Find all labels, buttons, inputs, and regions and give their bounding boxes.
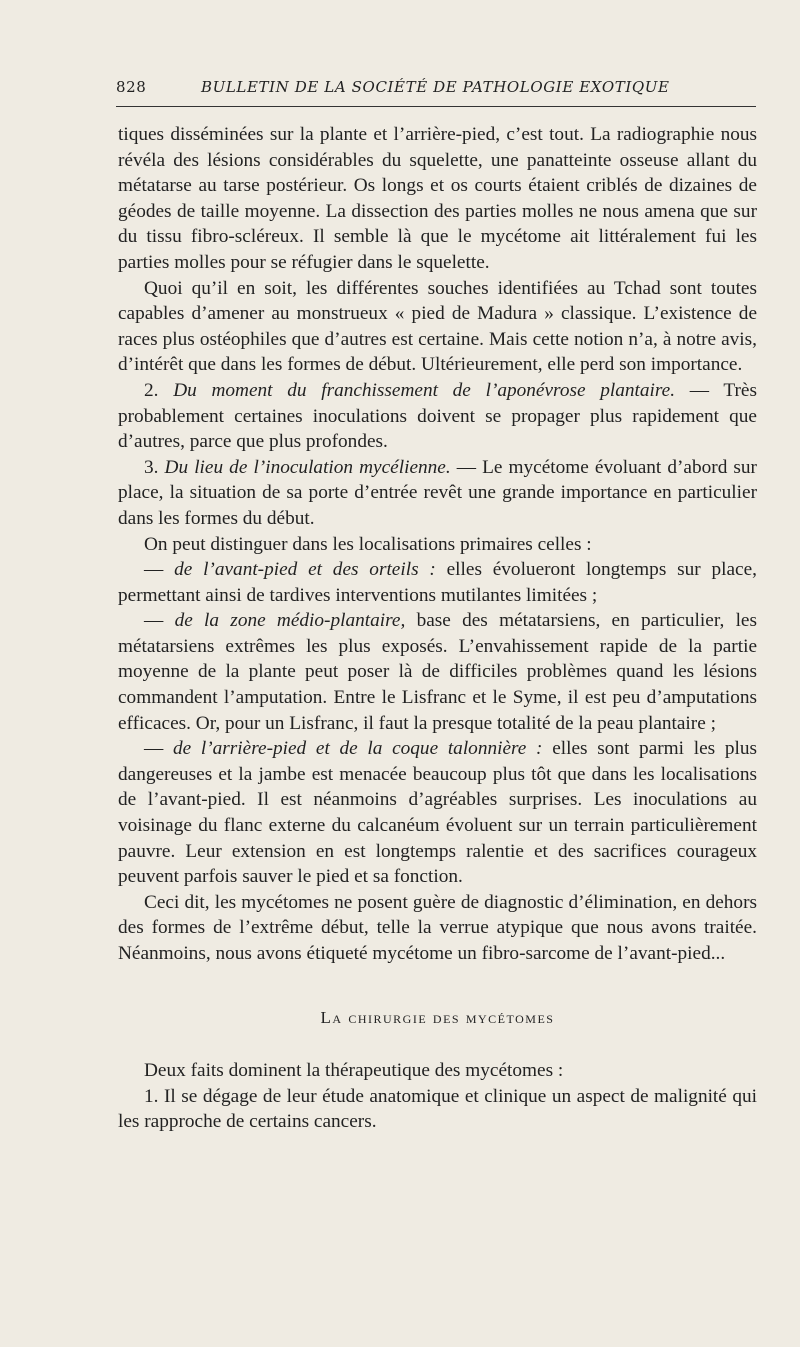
paragraph: Quoi qu’il en soit, les différentes souches identifiées au Tchad sont toutes capables d’amener au monstrueux « pied de Madura » classique. L’existence de races plus ostéophiles que d’autres est certaine. Mais cette notion n’a, à notre avis, d’intérêt que dans les formes de début. Ultérieurement, elle perd son importance.	[118, 277, 757, 376]
section-heading: La chirurgie des mycétomes	[320, 1007, 555, 1027]
dash-item	[118, 736, 757, 890]
item-text: base des métatarsiens, en particulier, les métatarsiens extrêmes les plus exposés. L’envahissement rapide de la partie moyenne de la plante peut poser là de difficiles problèmes quand les lésions commandent l’amputation. Entre le Lisfranc et le Syme, il est peu d’amputations efficaces. Or, pour un Lisfranc, il faut la presque totalité de la peau plantaire ;	[118, 610, 757, 734]
item-heading: de l’arrière-pied et de la coque talonnière :	[172, 738, 543, 760]
item-heading: de l’avant-pied et des orteils :	[174, 559, 436, 581]
paragraph: Deux faits dominent la thérapeutique des mycétomes :	[144, 1060, 564, 1082]
item-number: 3.	[144, 456, 159, 478]
dash: —	[144, 559, 164, 581]
paragraph: On peut distinguer dans les localisations primaires celles :	[144, 533, 592, 555]
item-text: — Très probablement certaines inoculations doivent se propager plus rapidement que d’autres, parce que plus profondes.	[118, 379, 757, 453]
item-text: elles sont parmi les plus dangereuses et la jambe est menacée beaucoup plus tôt que dans les localisations de l’avant-pied. Il est néanmoins d’agréables surprises. Les inoculations au voisinage du flanc externe du calcanéum évoluent sur un terrain particulièrement pauvre. Leur extension en est longtemps ralentie et des sacrifices courageux peuvent parfois sauver le pied et sa fonction.	[118, 738, 757, 888]
running-header	[116, 78, 756, 102]
dash-item	[118, 557, 757, 608]
dash-item	[118, 608, 757, 736]
item-text: Il se dégage de leur étude anatomique et clinique un aspect de malignité qui les rapproche de certains cancers.	[118, 1085, 757, 1133]
body-text	[118, 122, 757, 1135]
page-number: 828	[116, 78, 147, 96]
item-heading: Du lieu de l’inoculation mycélienne.	[164, 456, 451, 478]
dash: —	[144, 610, 164, 632]
paragraph: Ceci dit, les mycétomes ne posent guère de diagnostic d’élimination, en dehors des formes de l’extrême début, telle la verrue atypique que nous avons traitée. Néanmoins, nous avons étiqueté mycétome un fibro-sarcome de l’avant-pied...	[118, 891, 757, 964]
item-heading: Du moment du franchissement de l’aponévrose plantaire.	[173, 379, 676, 401]
item-text: elles évolueront longtemps sur place, permettant ainsi de tardives interventions mutilantes limitées ;	[118, 559, 757, 606]
item-heading: de la zone médio-plantaire,	[174, 610, 406, 632]
item-number: 2.	[144, 379, 159, 401]
header-rule	[116, 106, 756, 107]
item-text: — Le mycétome évoluant d’abord sur place, la situation de sa porte d’entrée revêt une grande importance en particulier dans les formes du début.	[118, 456, 757, 529]
item-number: 1.	[144, 1085, 159, 1107]
paragraph: tiques disséminées sur la plante et l’arrière-pied, c’est tout. La radiographie nous révéla des lésions considérables du squelette, une panatteinte osseuse allant du métatarse au tarse postérieur. Os longs et os courts étaient criblés de dizaines de géodes de taille moyenne. La dissection des parties molles ne nous amena que sur du tissu fibro-scléreux. Il semble là que le mycétome ait littéralement fui les parties molles pour se réfugier dans le squelette.	[118, 124, 757, 273]
numbered-paragraph	[118, 455, 757, 532]
numbered-paragraph	[118, 1084, 757, 1135]
numbered-paragraph	[118, 378, 757, 455]
journal-title: BULLETIN DE LA SOCIÉTÉ DE PATHOLOGIE EXOTIQUE	[201, 78, 670, 96]
dash: —	[144, 738, 164, 760]
